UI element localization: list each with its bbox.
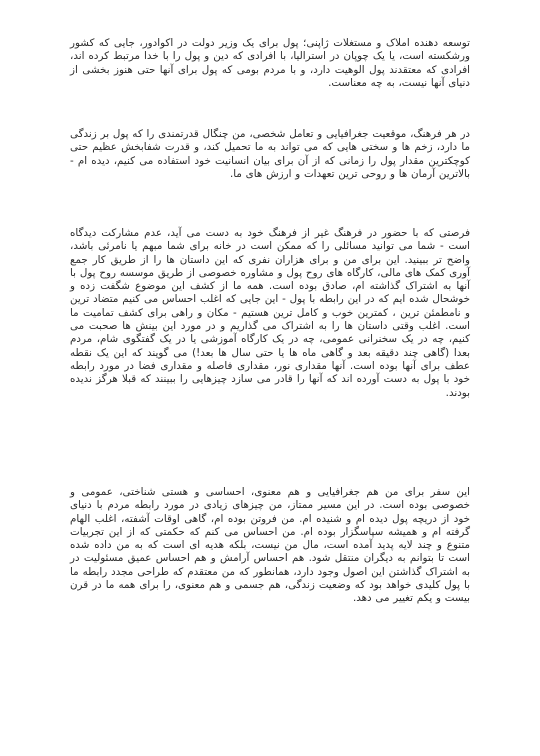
paragraph-4: این سفر برای من هم جغرافیایی و هم معنوی، احساسی و هستی شناختی، عمومی و خصوصی بوده است. در این مسیر ممتاز، من چیزهای زیادی در مورد رابطه مردم با دنیای خود از دریچه پول دیده ام و شنیده ام. من فروتن بوده ام، گاهی اوقات آشفته، اغلب الهام گرفته ام و همیشه سپاسگزار بوده ام. من احساس می کنم که حکمتی که از این تجربیات متنوع و چند لایه پدید آمده است، مال من نیست، بلکه هدیه ای است که به من داده شده است تا بتوانم به دیگران منتقل شود. هم احساس آرامش و هم احساس عمیق مسئولیت در به اشتراک گذاشتن این اصول وجود دارد، همانطور که من معتقدم که طراحی مجدد رابطه ما با پول کلیدی خواهد بود که وضعیت زندگی، هم جسمی و هم معنوی، را برای همه ما در قرن بیست و یکم تغییر می دهد. (70, 486, 470, 605)
paragraph-1: توسعه دهنده املاک و مستغلات ژاپنی؛ پول برای یک وزیر دولت در اکوادور، جایی که کشور ورشکسته است، یا یک چوپان در استرالیا، با افرادی که دین و پول را با خدا مرتبط کرده اند، افرادی که معتقدند پول الوهیت دارد، و با مردم بومی که پول برای آنها حتی هنوز بخشی از دنیای آنها نیست، به چه معناست. (70, 37, 470, 89)
paragraph-3: فرصتی که با حضور در فرهنگ غیر از فرهنگ خود به دست می آید، عدم مشارکت دیدگاه است - شما می توانید مسائلی را که ممکن است در خانه برای شما مبهم یا نامرئی باشد، واضح تر ببینید. این برای من و برای هزاران نفری که این داستان ها را از طریق کار جمع آوری کمک های مالی، کارگاه های روح پول و مشاوره خصوصی از طریق موسسه روح پول با آنها به اشتراک گذاشته ام، صادق بوده است. همه ما از کشف این موضوع شگفت زده و خوشحال شده ایم که در این رابطه با پول - این جایی که اغلب احساس می کنیم متضاد ترین و نامطمئن ترین ، کمترین خوب و کامل ترین هستیم - مکان و راهی برای کشف تمامیت ما است. اغلب وقتی داستان ها را به اشتراک می گذاریم و در مورد این بینش ها صحبت می کنیم، چه در یک سخنرانی عمومی، چه در یک کارگاه آموزشی یا در یک گفتگوی شام، مردم بعدا (گاهی چند دقیقه بعد و گاهی ماه ها یا حتی سال ها بعد!) می گویند که این یک نقطه عطف برای آنها بوده است. آنها مقداری نور، مقداری فاصله و مقداری فضا در مورد رابطه خود با پول به دست آورده اند که آنها را قادر می سازد چیزهایی را ببینند که قبلا هرگز ندیده بودند. (70, 227, 470, 399)
paragraph-2: در هر فرهنگ، موقعیت جغرافیایی و تعامل شخصی، من چنگال قدرتمندی را که پول بر زندگی ما دارد، زخم ها و سختی هایی که می تواند به ما تحمیل کند، و قدرت شفابخش عظیم حتی کوچکترین مقدار پول را زمانی که از آن برای بیان انسانیت خود استفاده می کنیم، دیده ام - بالاترین آرمان ها و روحی ترین تعهدات و ارزش های ما. (70, 128, 470, 180)
